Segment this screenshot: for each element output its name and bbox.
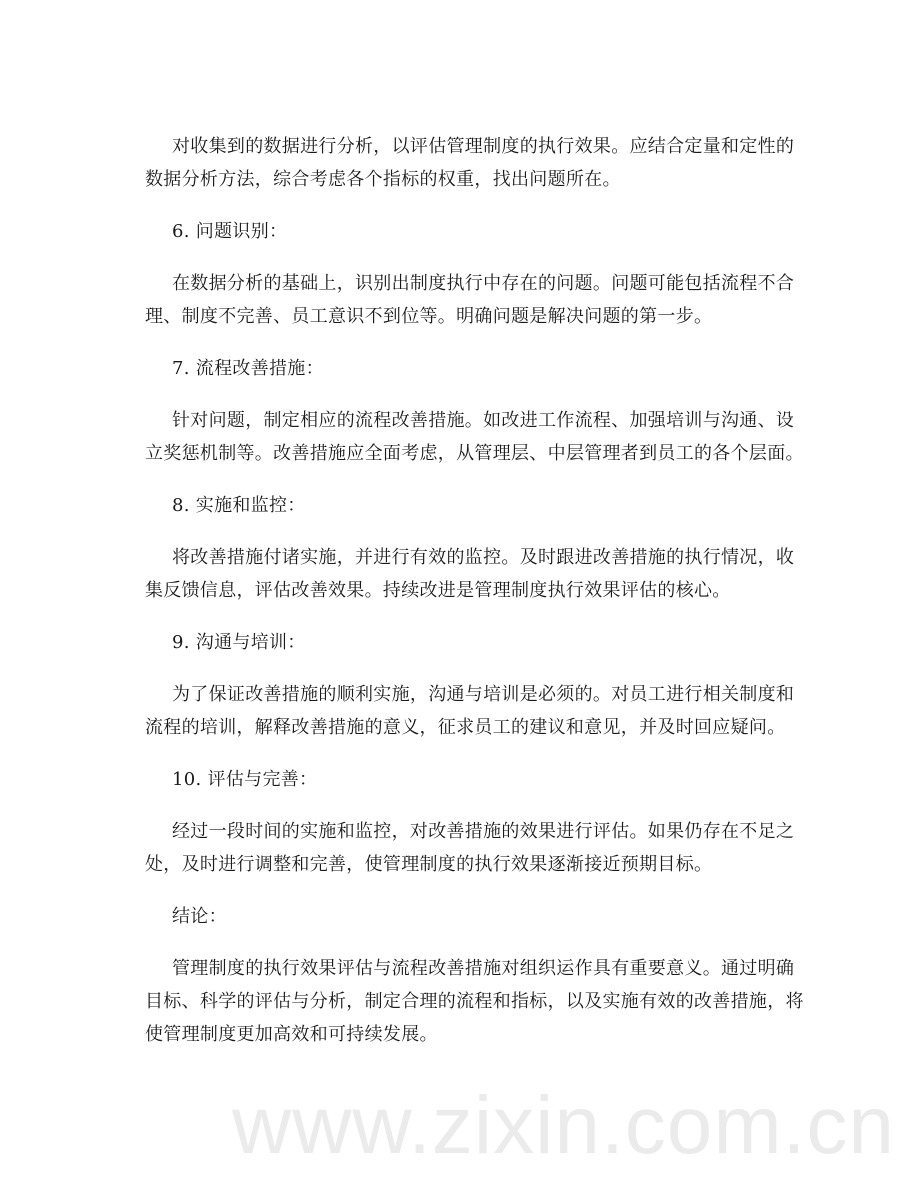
section-heading [145, 352, 845, 385]
paragraph [145, 404, 845, 470]
text-line: 9. 沟通与培训： [172, 632, 306, 653]
text-line: 流程的培训，解释改善措施的意义，征求员工的建议和意见，并及时回应疑问。 [145, 717, 786, 738]
text-line: 在数据分析的基础上，识别出制度执行中存在的问题。问题可能包括流程不合 [172, 273, 795, 294]
text-line: 针对问题，制定相应的流程改善措施。如改进工作流程、加强培训与沟通、设 [172, 410, 795, 431]
paragraph [145, 541, 845, 607]
text-line: 结论： [172, 906, 227, 927]
paragraph [145, 678, 845, 744]
paragraph [145, 267, 845, 333]
text-line: 6. 问题识别： [172, 221, 288, 242]
text-line: 使管理制度更加高效和可持续发展。 [145, 1024, 438, 1045]
text-line: 8. 实施和监控： [172, 495, 306, 516]
document-body [145, 130, 845, 1070]
paragraph [145, 815, 845, 881]
text-line: 数据分析方法，综合考虑各个指标的权重，找出问题所在。 [145, 169, 621, 190]
text-line: 10. 评估与完善： [172, 769, 318, 790]
text-line: 对收集到的数据进行分析，以评估管理制度的执行效果。应结合定量和定性的 [172, 136, 795, 157]
text-line: 集反馈信息，评估改善效果。持续改进是管理制度执行效果评估的核心。 [145, 580, 731, 601]
paragraph [145, 952, 845, 1051]
text-line: 目标、科学的评估与分析，制定合理的流程和指标，以及实施有效的改善措施，将 [145, 991, 804, 1012]
text-line: 将改善措施付诸实施，并进行有效的监控。及时跟进改善措施的执行情况，收 [172, 547, 795, 568]
text-line: 处，及时进行调整和完善，使管理制度的执行效果逐渐接近预期目标。 [145, 854, 713, 875]
section-heading [145, 763, 845, 796]
text-line: 立奖惩机制等。改善措施应全面考虑，从管理层、中层管理者到员工的各个层面。 [145, 443, 804, 464]
section-heading [145, 215, 845, 248]
section-heading [145, 489, 845, 522]
section-heading [145, 626, 845, 659]
text-line: 经过一段时间的实施和监控，对改善措施的效果进行评估。如果仍存在不足之 [172, 821, 795, 842]
watermark: www.zixin.com.cn [232, 1080, 896, 1171]
text-line: 7. 流程改善措施： [172, 358, 324, 379]
paragraph [145, 130, 845, 196]
section-heading [145, 900, 845, 933]
text-line: 为了保证改善措施的顺利实施，沟通与培训是必须的。对员工进行相关制度和 [172, 684, 795, 705]
text-line: 理、制度不完善、员工意识不到位等。明确问题是解决问题的第一步。 [145, 306, 713, 327]
text-line: 管理制度的执行效果评估与流程改善措施对组织运作具有重要意义。通过明确 [172, 958, 795, 979]
